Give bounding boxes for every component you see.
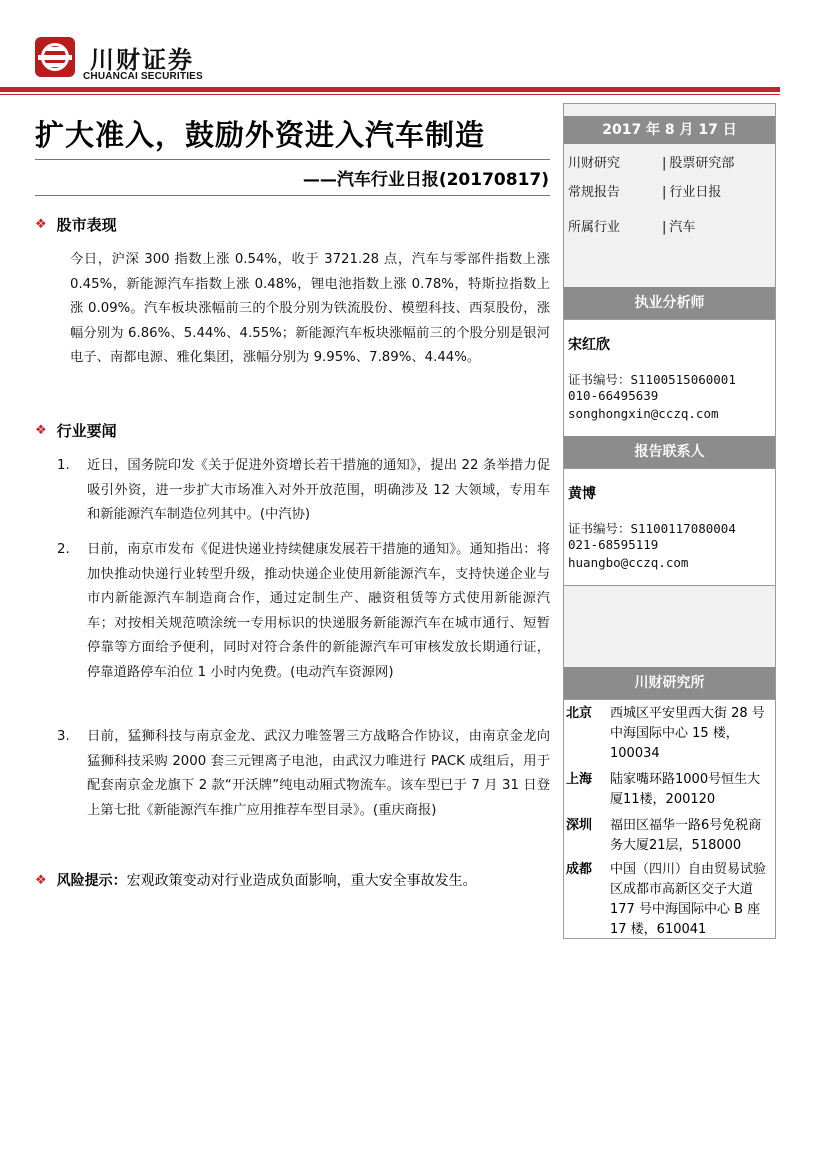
analyst-cert: 证书编号：S1100515060001 (568, 372, 736, 387)
brand-name-en: CHUANCAI SECURITIES (83, 71, 203, 82)
office-chengdu: 成都 中国（四川）自由贸易试验区成都市高新区交子大道 177 号中海国际中心 B 座 17 楼，610041 (566, 862, 767, 937)
contact-heading: 报告联系人 (564, 436, 775, 468)
office-shanghai: 上海 陆家嘴环路1000号恒生大厦11楼，200120 (566, 772, 761, 807)
report-info-sidebar (563, 103, 776, 939)
header-divider (0, 87, 780, 92)
offices-panel (564, 699, 775, 938)
report-title: 扩大准入，鼓励外资进入汽车制造 (35, 118, 486, 152)
meta-row-research: 川财研究| 股票研究部 (568, 152, 734, 171)
header-divider-thin (0, 94, 780, 95)
report-date: 2017 年 8 月 17 日 (564, 116, 775, 144)
market-section-heading: ❖ 股市表现 (35, 216, 117, 234)
analyst-name: 宋红欣 (568, 337, 610, 353)
contact-name: 黄博 (568, 486, 596, 502)
analyst-heading: 执业分析师 (564, 287, 775, 319)
news-item: 3. 日前，猛狮科技与南京金龙、武汉力唯签署三方战略合作协议，由南京金龙向猛狮科技采购 2000 套三元锂离子电池，由武汉力唯进行 PACK 成组后，用于配套南京金龙旗下 2 款“开沃牌”纯电动厢式物流车。该车型已于 7 月 31 日登上第七批《新能源汽车推广应用推荐车型目录》。(重庆商报) (57, 729, 550, 818)
news-item: 1. 近日，国务院印发《关于促进外资增长若干措施的通知》，提出 22 条举措力促吸引外资，进一步扩大市场准入对外开放范围，明确涉及 12 大领域，专用车和新能源汽车制造位列其中。(中汽协) (57, 458, 550, 522)
office-beijing: 北京 西城区平安里西大街 28 号中海国际中心 15 楼，100034 (566, 706, 765, 761)
diamond-bullet-icon: ❖ (35, 217, 47, 232)
office-shenzhen: 深圳 福田区福华一路6号免税商务大厦21层，518000 (566, 818, 762, 853)
market-summary: 今日，沪深 300 指数上涨 0.54%，收于 3721.28 点，汽车与零部件指数上涨 0.45%，新能源汽车指数上涨 0.48%，锂电池指数上涨 0.78%，特斯拉指数上涨 0.09%。汽车板块涨幅前三的个股分别为铁流股份、模塑科技、西泵股份，涨幅分别为 6.86%、5.44%、4.55%；新能源汽车板块涨幅前三的个股分别是银河电子、南都电源、雅化集团，涨幅分别为 9.95%、7.89%、4.44%。 (70, 252, 550, 365)
contact-phone: 021-68595119 (568, 537, 659, 552)
meta-row-type: 常规报告| 行业日报 (568, 181, 721, 200)
institute-heading: 川财研究所 (564, 667, 775, 699)
risk-warning: ❖ 风险提示：宏观政策变动对行业造成负面影响，重大安全事故发生。 (35, 872, 477, 889)
report-subtitle: ——汽车行业日报(20170817) (302, 170, 549, 190)
contact-cert: 证书编号：S1100117080004 (568, 521, 736, 536)
analyst-card (564, 319, 775, 437)
meta-row-industry: 所属行业| 汽车 (568, 216, 695, 235)
title-rule (35, 159, 550, 160)
brand-name-cn: 川财证券 (90, 46, 194, 74)
news-section-heading: ❖ 行业要闻 (35, 422, 117, 440)
analyst-email[interactable]: songhongxin@cczq.com (568, 406, 719, 421)
company-logo-icon (35, 37, 75, 77)
contact-card (564, 468, 775, 586)
analyst-phone: 010-66495639 (568, 388, 659, 403)
diamond-bullet-icon: ❖ (35, 423, 47, 438)
news-item: 2. 日前，南京市发布《促进快递业持续健康发展若干措施的通知》。通知指出：将加快推动快递行业转型升级，推动快递企业使用新能源汽车，支持快递企业与市内新能源汽车制造商合作，通过定制生产、融资租赁等方式使用新能源汽车；对按相关规范喷涂统一专用标识的快递服务新能源汽车在城市通行、短暂停靠等方面给予便利，同时对符合条件的新能源汽车可审核发放长期通行证，停靠道路停车泊位 1 小时内免费。(电动汽车资源网) (57, 542, 550, 680)
contact-email[interactable]: huangbo@cczq.com (568, 555, 689, 570)
subtitle-rule (35, 195, 550, 196)
diamond-bullet-icon: ❖ (35, 872, 47, 888)
